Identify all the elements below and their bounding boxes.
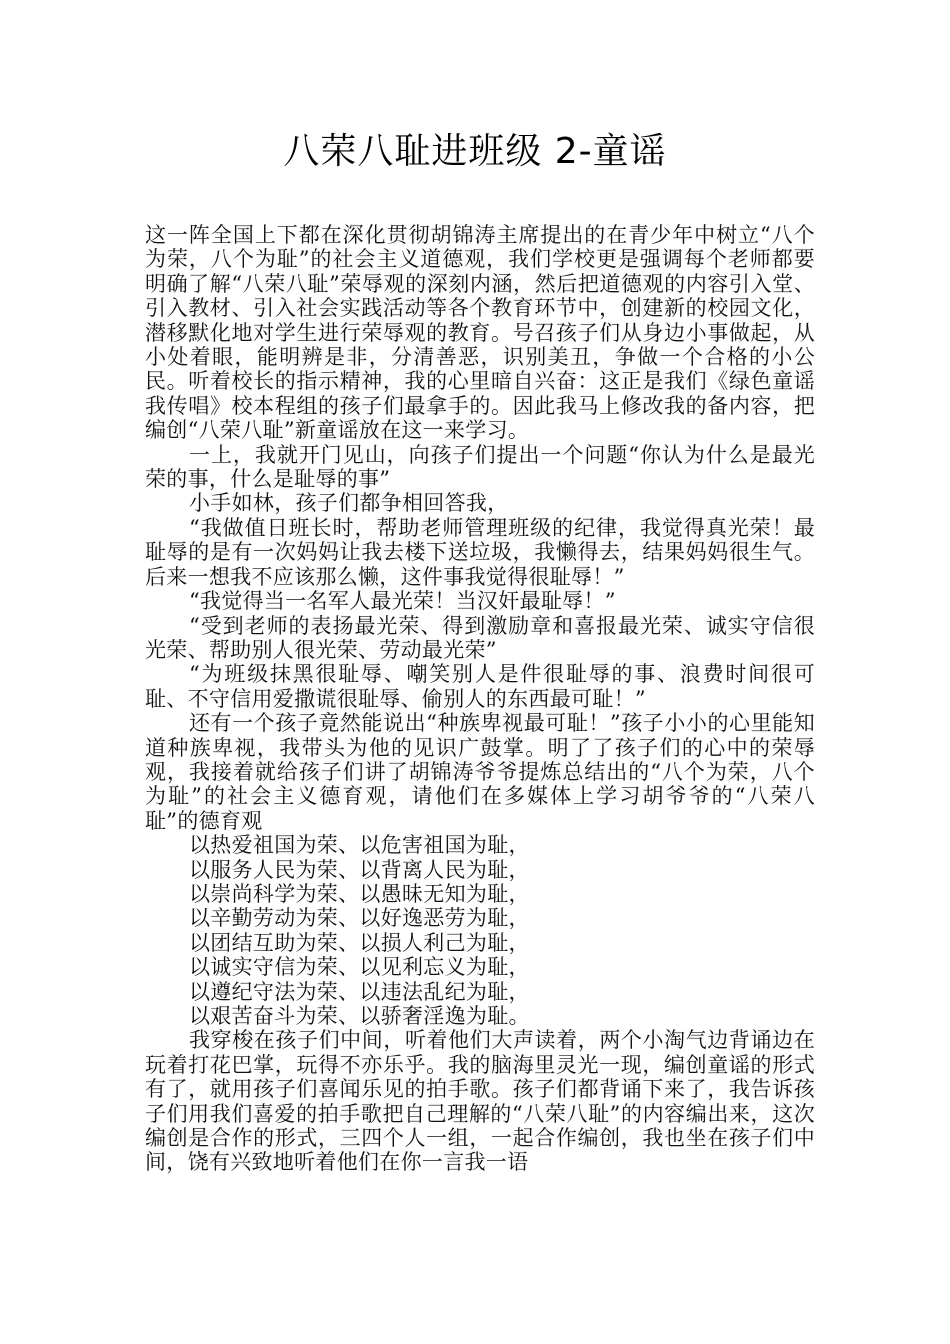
verse-line: 以服务人民为荣、以背离人民为耻， (189, 857, 530, 882)
document-title: 八荣八耻进班级 2-童谣 (283, 131, 667, 172)
paragraph: 我穿梭在孩子们中间，听着他们大声读着，两个小淘气边背诵边在玩着打花巴掌，玩得不亦乐乎。我的脑海里灵光一现，编创童谣的形式有了，就用孩子们喜闻乐见的拍手歌。孩子们都背诵下来了，我告诉孩子们用我们喜爱的拍手歌把自己理解的“八荣八耻”的内容编出来，这次编创是合作的形式，三四个人一组，一起合作编创，我也坐在孩子们中间，饶有兴致地听着他们在你一言我一语 (145, 1028, 815, 1175)
paragraph: “为班级抹黑很耻辱、嘲笑别人是件很耻辱的事、浪费时间很可耻、不守信用爱撒谎很耻辱、偷别人的东西最可耻！” (145, 662, 815, 711)
document-body (145, 223, 815, 1175)
paragraph: “受到老师的表扬最光荣、得到激励章和喜报最光荣、诚实守信很光荣、帮助别人很光荣、劳动最光荣” (145, 613, 815, 662)
verse-line: 以辛勤劳动为荣、以好逸恶劳为耻， (189, 906, 530, 931)
verse-line: 以艰苦奋斗为荣、以骄奢淫逸为耻。 (189, 1004, 530, 1028)
verse-line: 以遵纪守法为荣、以违法乱纪为耻， (189, 979, 530, 1004)
paragraph: 还有一个孩子竟然能说出“种族卑视最可耻！”孩子小小的心里能知道种族卑视，我带头为他的见识广鼓掌。明了了孩子们的心中的荣辱观，我接着就给孩子们讲了胡锦涛爷爷提炼总结出的“八个为荣，八个为耻”的社会主义德育观，请他们在多媒体上学习胡爷爷的“八荣八耻”的德育观 (145, 711, 815, 833)
verse-line: 以热爱祖国为荣、以危害祖国为耻， (189, 833, 530, 858)
verse-line: 以崇尚科学为荣、以愚昧无知为耻， (189, 881, 530, 906)
verse-line: 以诚实守信为荣、以见利忘义为耻， (189, 955, 530, 980)
paragraph: “我觉得当一名军人最光荣！当汉奸最耻辱！” (189, 589, 616, 614)
verse-line: 以团结互助为荣、以损人利己为耻， (189, 930, 530, 955)
paragraph: 一上，我就开门见山，向孩子们提出一个问题“你认为什么是最光荣的事，什么是耻辱的事” (145, 442, 815, 492)
paragraph: “我做值日班长时，帮助老师管理班级的纪律，我觉得真光荣！最耻辱的是有一次妈妈让我去楼下送垃圾，我懒得去，结果妈妈很生气。后来一想我不应该那么懒，这件事我觉得很耻辱！” (145, 515, 815, 589)
paragraph: 这一阵全国上下都在深化贯彻胡锦涛主席提出的在青少年中树立“八个为荣，八个为耻”的社会主义道德观，我们学校更是强调每个老师都要明确了解“八荣八耻”荣辱观的深刻内涵，然后把道德观的内容引入堂、引入教材、引入社会实践活动等各个教育环节中，创建新的校园文化，潜移默化地对学生进行荣辱观的教育。号召孩子们从身边小事做起，从小处着眼，能明辨是非，分清善恶，识别美丑，争做一个合格的小公民。听着校长的指示精神，我的心里暗自兴奋：这正是我们《绿色童谣我传唱》校本程组的孩子们最拿手的。因此我马上修改我的备内容，把编创“八荣八耻”新童谣放在这一来学习。 (145, 223, 815, 443)
paragraph: 小手如林，孩子们都争相回答我， (189, 491, 509, 516)
